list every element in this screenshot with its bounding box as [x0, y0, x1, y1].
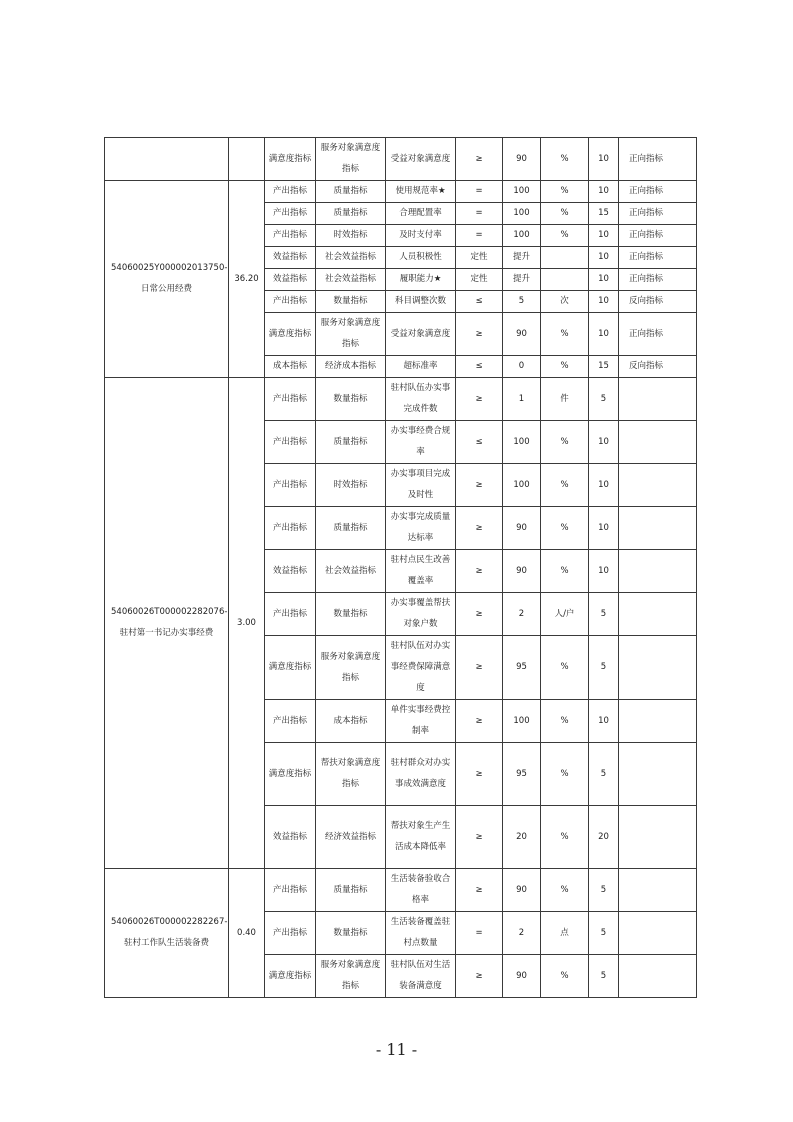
weight-cell: 5	[589, 593, 619, 636]
operator-cell: ≥	[456, 378, 503, 421]
indicator-level1-cell: 产出指标	[265, 869, 316, 912]
unit-cell: %	[541, 181, 589, 203]
weight-cell: 20	[589, 806, 619, 869]
indicator-level2-cell: 质量指标	[316, 869, 386, 912]
unit-cell: %	[541, 507, 589, 550]
operator-cell: ≥	[456, 507, 503, 550]
indicator-level3-cell: 及时支付率	[386, 225, 456, 247]
indicator-level3-cell: 合理配置率	[386, 203, 456, 225]
indicator-level2-cell: 质量指标	[316, 203, 386, 225]
indicator-level3-cell: 单件实事经费控制率	[386, 700, 456, 743]
indicator-level3-cell: 办实事覆盖帮扶对象户数	[386, 593, 456, 636]
project-name-cell	[105, 138, 229, 181]
indicator-level3-cell: 办实事经费合规率	[386, 421, 456, 464]
operator-cell: ≥	[456, 743, 503, 806]
indicator-level1-cell: 产出指标	[265, 464, 316, 507]
target-value-cell: 90	[503, 550, 541, 593]
operator-cell: =	[456, 912, 503, 955]
operator-cell: =	[456, 203, 503, 225]
operator-cell: ≥	[456, 636, 503, 700]
indicator-level2-cell: 经济效益指标	[316, 806, 386, 869]
indicator-level1-cell: 满意度指标	[265, 138, 316, 181]
operator-cell: ≥	[456, 955, 503, 998]
unit-cell: %	[541, 743, 589, 806]
weight-cell: 10	[589, 700, 619, 743]
indicator-level2-cell: 社会效益指标	[316, 269, 386, 291]
indicator-level3-cell: 驻村群众对办实事成效满意度	[386, 743, 456, 806]
indicator-direction-cell: 正向指标	[619, 181, 697, 203]
indicator-level2-cell: 数量指标	[316, 593, 386, 636]
target-value-cell: 提升	[503, 269, 541, 291]
indicator-direction-cell	[619, 550, 697, 593]
indicator-level2-cell: 数量指标	[316, 912, 386, 955]
target-value-cell: 100	[503, 181, 541, 203]
target-value-cell: 100	[503, 700, 541, 743]
table-row	[105, 181, 697, 203]
indicator-level3-cell: 人员积极性	[386, 247, 456, 269]
unit-cell: %	[541, 955, 589, 998]
indicator-level1-cell: 产出指标	[265, 203, 316, 225]
unit-cell	[541, 269, 589, 291]
page-number: - 11 -	[375, 1040, 418, 1059]
unit-cell: 件	[541, 378, 589, 421]
indicator-level3-cell: 帮扶对象生产生活成本降低率	[386, 806, 456, 869]
indicator-direction-cell: 反向指标	[619, 356, 697, 378]
indicator-level2-cell: 社会效益指标	[316, 550, 386, 593]
indicator-level3-cell: 生活装备覆盖驻村点数量	[386, 912, 456, 955]
indicator-level2-cell: 质量指标	[316, 181, 386, 203]
indicator-level3-cell: 办实事项目完成及时性	[386, 464, 456, 507]
indicator-level1-cell: 满意度指标	[265, 955, 316, 998]
operator-cell: ≥	[456, 138, 503, 181]
indicator-level2-cell: 经济成本指标	[316, 356, 386, 378]
unit-cell: 点	[541, 912, 589, 955]
unit-cell: %	[541, 806, 589, 869]
indicator-level3-cell: 驻村点民生改善覆盖率	[386, 550, 456, 593]
weight-cell: 10	[589, 181, 619, 203]
table-row	[105, 378, 697, 421]
indicator-direction-cell	[619, 912, 697, 955]
indicator-level2-cell: 服务对象满意度指标	[316, 138, 386, 181]
target-value-cell: 90	[503, 138, 541, 181]
indicator-direction-cell	[619, 700, 697, 743]
weight-cell: 10	[589, 247, 619, 269]
indicator-level2-cell: 时效指标	[316, 464, 386, 507]
performance-indicator-table	[104, 137, 697, 998]
indicator-level2-cell: 数量指标	[316, 378, 386, 421]
indicator-level2-cell: 时效指标	[316, 225, 386, 247]
indicator-direction-cell: 正向指标	[619, 203, 697, 225]
project-name-cell: 54060026T000002282267-驻村工作队生活装备费	[105, 869, 229, 998]
weight-cell: 15	[589, 203, 619, 225]
weight-cell: 15	[589, 356, 619, 378]
weight-cell: 5	[589, 636, 619, 700]
indicator-direction-cell	[619, 507, 697, 550]
operator-cell: 定性	[456, 247, 503, 269]
table-body	[105, 138, 697, 998]
budget-amount-cell	[229, 138, 265, 181]
indicator-level2-cell: 数量指标	[316, 291, 386, 313]
indicator-level3-cell: 驻村队伍办实事完成件数	[386, 378, 456, 421]
indicator-direction-cell	[619, 955, 697, 998]
target-value-cell: 20	[503, 806, 541, 869]
operator-cell: ≥	[456, 869, 503, 912]
weight-cell: 5	[589, 912, 619, 955]
unit-cell	[541, 247, 589, 269]
indicator-level1-cell: 效益指标	[265, 550, 316, 593]
indicator-level1-cell: 产出指标	[265, 507, 316, 550]
budget-amount-cell: 36.20	[229, 181, 265, 378]
indicator-level3-cell: 超标准率	[386, 356, 456, 378]
indicator-level1-cell: 产出指标	[265, 421, 316, 464]
indicator-direction-cell: 正向指标	[619, 247, 697, 269]
operator-cell: ≤	[456, 356, 503, 378]
indicator-level1-cell: 产出指标	[265, 700, 316, 743]
indicator-level2-cell: 成本指标	[316, 700, 386, 743]
weight-cell: 10	[589, 464, 619, 507]
target-value-cell: 100	[503, 421, 541, 464]
operator-cell: ≤	[456, 421, 503, 464]
indicator-level3-cell: 办实事完成质量达标率	[386, 507, 456, 550]
indicator-level3-cell: 科目调整次数	[386, 291, 456, 313]
unit-cell: %	[541, 356, 589, 378]
unit-cell: %	[541, 225, 589, 247]
indicator-direction-cell: 正向指标	[619, 225, 697, 247]
operator-cell: =	[456, 181, 503, 203]
weight-cell: 10	[589, 269, 619, 291]
weight-cell: 10	[589, 313, 619, 356]
target-value-cell: 90	[503, 869, 541, 912]
indicator-level1-cell: 产出指标	[265, 291, 316, 313]
target-value-cell: 90	[503, 507, 541, 550]
operator-cell: ≥	[456, 550, 503, 593]
unit-cell: %	[541, 550, 589, 593]
weight-cell: 10	[589, 421, 619, 464]
target-value-cell: 2	[503, 912, 541, 955]
operator-cell: ≥	[456, 464, 503, 507]
indicator-direction-cell	[619, 464, 697, 507]
indicator-level3-cell: 生活装备验收合格率	[386, 869, 456, 912]
indicator-level2-cell: 质量指标	[316, 421, 386, 464]
target-value-cell: 95	[503, 636, 541, 700]
indicator-level3-cell: 履职能力★	[386, 269, 456, 291]
operator-cell: ≤	[456, 291, 503, 313]
target-value-cell: 2	[503, 593, 541, 636]
indicator-level1-cell: 满意度指标	[265, 313, 316, 356]
indicator-direction-cell	[619, 421, 697, 464]
operator-cell: ≥	[456, 313, 503, 356]
target-value-cell: 提升	[503, 247, 541, 269]
indicator-level1-cell: 满意度指标	[265, 743, 316, 806]
target-value-cell: 0	[503, 356, 541, 378]
indicator-level2-cell: 社会效益指标	[316, 247, 386, 269]
indicator-level1-cell: 成本指标	[265, 356, 316, 378]
project-name-cell: 54060026T000002282076-驻村第一书记办实事经费	[105, 378, 229, 869]
indicator-level1-cell: 产出指标	[265, 593, 316, 636]
weight-cell: 10	[589, 507, 619, 550]
unit-cell: 人/户	[541, 593, 589, 636]
target-value-cell: 100	[503, 225, 541, 247]
unit-cell: %	[541, 636, 589, 700]
target-value-cell: 100	[503, 203, 541, 225]
indicator-level1-cell: 效益指标	[265, 806, 316, 869]
indicator-direction-cell: 反向指标	[619, 291, 697, 313]
target-value-cell: 90	[503, 313, 541, 356]
unit-cell: %	[541, 421, 589, 464]
indicator-direction-cell: 正向指标	[619, 313, 697, 356]
target-value-cell: 90	[503, 955, 541, 998]
indicator-level3-cell: 受益对象满意度	[386, 313, 456, 356]
indicator-level3-cell: 驻村队伍对生活装备满意度	[386, 955, 456, 998]
indicator-level3-cell: 受益对象满意度	[386, 138, 456, 181]
indicator-direction-cell	[619, 378, 697, 421]
indicator-level1-cell: 产出指标	[265, 225, 316, 247]
table-row	[105, 138, 697, 181]
unit-cell: %	[541, 313, 589, 356]
indicator-level1-cell: 效益指标	[265, 247, 316, 269]
budget-amount-cell: 0.40	[229, 869, 265, 998]
unit-cell: %	[541, 138, 589, 181]
unit-cell: %	[541, 464, 589, 507]
unit-cell: %	[541, 869, 589, 912]
indicator-level1-cell: 产出指标	[265, 181, 316, 203]
indicator-level1-cell: 效益指标	[265, 269, 316, 291]
indicator-level1-cell: 满意度指标	[265, 636, 316, 700]
operator-cell: 定性	[456, 269, 503, 291]
project-name-cell: 54060025Y000002013750-日常公用经费	[105, 181, 229, 378]
indicator-level1-cell: 产出指标	[265, 378, 316, 421]
target-value-cell: 100	[503, 464, 541, 507]
weight-cell: 10	[589, 225, 619, 247]
indicator-level1-cell: 产出指标	[265, 912, 316, 955]
operator-cell: =	[456, 225, 503, 247]
weight-cell: 10	[589, 138, 619, 181]
target-value-cell: 95	[503, 743, 541, 806]
budget-amount-cell: 3.00	[229, 378, 265, 869]
indicator-level3-cell: 驻村队伍对办实事经费保障满意度	[386, 636, 456, 700]
indicator-direction-cell	[619, 869, 697, 912]
indicator-level2-cell: 质量指标	[316, 507, 386, 550]
operator-cell: ≥	[456, 593, 503, 636]
indicator-level2-cell: 服务对象满意度指标	[316, 313, 386, 356]
target-value-cell: 5	[503, 291, 541, 313]
target-value-cell: 1	[503, 378, 541, 421]
indicator-direction-cell	[619, 593, 697, 636]
table-row	[105, 869, 697, 912]
operator-cell: ≥	[456, 806, 503, 869]
indicator-direction-cell	[619, 806, 697, 869]
indicator-direction-cell	[619, 636, 697, 700]
indicator-level2-cell: 服务对象满意度指标	[316, 955, 386, 998]
unit-cell: %	[541, 203, 589, 225]
weight-cell: 10	[589, 291, 619, 313]
indicator-level3-cell: 使用规范率★	[386, 181, 456, 203]
indicator-level2-cell: 服务对象满意度指标	[316, 636, 386, 700]
weight-cell: 10	[589, 550, 619, 593]
weight-cell: 5	[589, 955, 619, 998]
operator-cell: ≥	[456, 700, 503, 743]
weight-cell: 5	[589, 378, 619, 421]
unit-cell: 次	[541, 291, 589, 313]
indicator-direction-cell: 正向指标	[619, 269, 697, 291]
indicator-direction-cell	[619, 743, 697, 806]
unit-cell: %	[541, 700, 589, 743]
indicator-direction-cell: 正向指标	[619, 138, 697, 181]
indicator-level2-cell: 帮扶对象满意度指标	[316, 743, 386, 806]
weight-cell: 5	[589, 869, 619, 912]
weight-cell: 5	[589, 743, 619, 806]
